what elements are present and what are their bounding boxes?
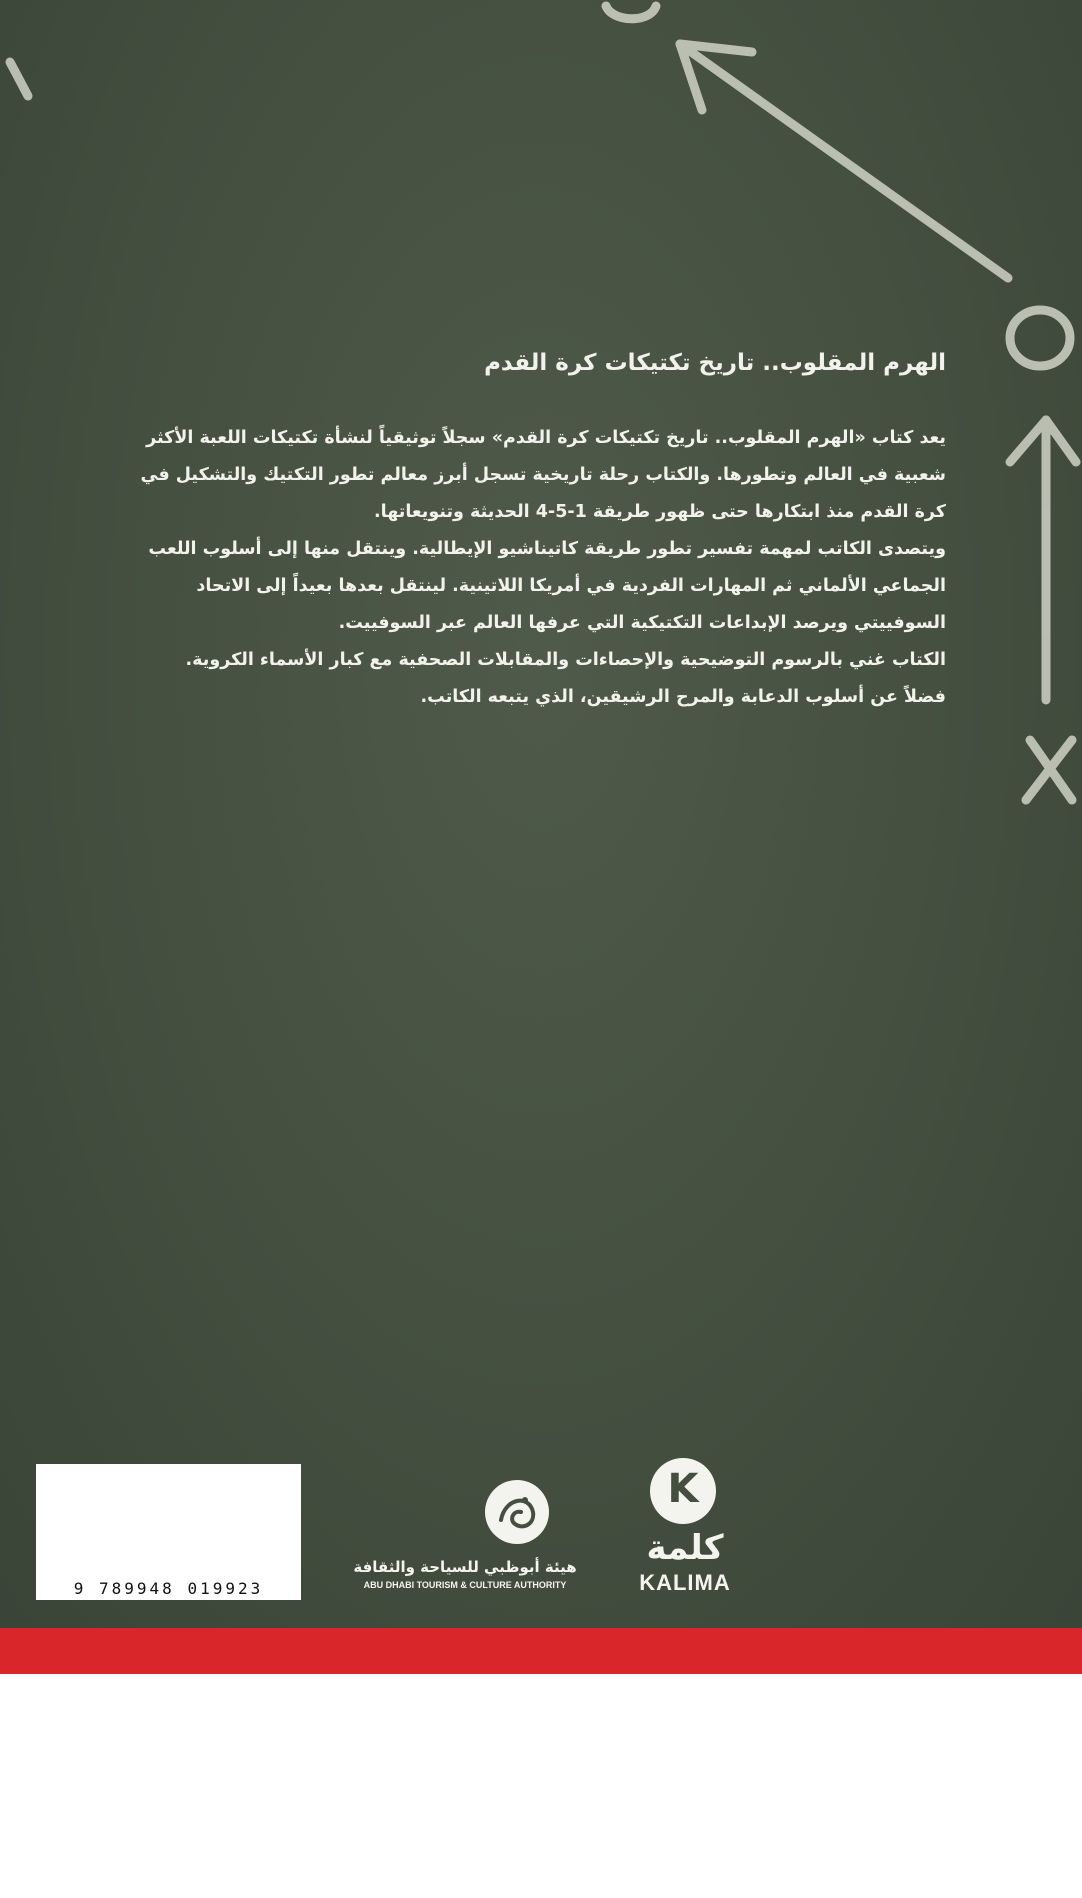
kalima-logo	[620, 1458, 750, 1598]
paragraph-line: شعبية في العالم وتطورها. والكتاب رحلة تاريخية تسجل أبرز معالم تطور التكتيك والتشكيل في	[140, 465, 946, 485]
paragraph-line: السوفييتي ويرصد الإبداعات التكتيكية التي عرفها العالم عبر السوفييت.	[338, 613, 946, 633]
description-paragraph-1	[86, 420, 946, 531]
kalima-english-wordmark: KALIMA	[639, 1570, 731, 1595]
publisher-authority-logo	[330, 1480, 600, 1595]
book-title: الهرم المقلوب.. تاريخ تكتيكات كرة القدم	[484, 350, 946, 376]
kalima-arabic-wordmark: كلمة	[646, 1528, 724, 1568]
authority-name-arabic: هيئة أبوظبي للسياحة والثقافة	[353, 1558, 577, 1576]
barcode-bars	[36, 1464, 301, 1576]
chalk-circle-right	[1010, 310, 1070, 366]
kalima-emblem-icon: K	[650, 1458, 716, 1524]
chalk-arrow-diagonal	[680, 44, 1008, 278]
paragraph-line: الكتاب غني بالرسوم التوضيحية والإحصاءات والمقابلات الصحفية مع كبار الأسماء الكروية.	[185, 650, 946, 670]
paragraph-line: كرة القدم منذ ابتكارها حتى ظهور طريقة 1-5-4 الحديثة وتنويعاتها.	[374, 502, 946, 522]
bottom-red-band	[0, 1628, 1082, 1674]
description-paragraph-3	[86, 642, 946, 716]
isbn-barcode	[36, 1464, 301, 1600]
chalk-circle-top	[606, 6, 656, 19]
authority-name-english: ABU DHABI TOURISM & CULTURE AUTHORITY	[363, 1580, 567, 1590]
chalk-arrowhead-vertical-1	[1010, 420, 1046, 462]
abu-dhabi-emblem-icon	[485, 1480, 549, 1544]
paragraph-line: يعد كتاب «الهرم المقلوب.. تاريخ تكتيكات كرة القدم» سجلاً توثيقياً لنشأة تكتيكات اللعبة الأكثر	[146, 428, 946, 448]
description-paragraph-2	[86, 531, 946, 642]
back-cover-text	[86, 350, 946, 716]
category-legend	[806, 1718, 1006, 1898]
paragraph-line: ويتصدى الكاتب لمهمة تفسير تطور طريقة كاتيناشيو الإيطالية. وينتقل منها إلى أسلوب اللعب	[148, 539, 946, 559]
isbn-number: 9 789948 019923	[73, 1579, 264, 1598]
paragraph-line: الجماعي الألماني ثم المهارات الفردية في أمريكا اللاتينية. لينتقل بعدها بعيداً إلى الاتحاد	[196, 576, 946, 596]
chalk-mark-top-left	[10, 62, 28, 96]
paragraph-line: فضلاً عن أسلوب الدعابة والمرح الرشيقين، الذي يتبعه الكاتب.	[420, 687, 946, 707]
